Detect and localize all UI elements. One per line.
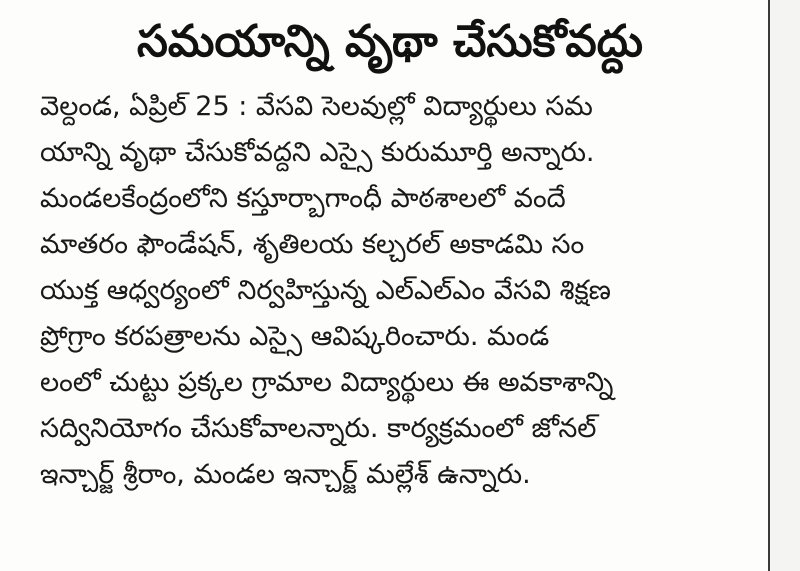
article-body-line: లంలో చుట్టు ప్రక్కల గ్రామాల విద్యార్థులు ఈ అవకాశాన్ని [40,367,614,398]
previous-article-cut-text [110,0,710,8]
article-body-line: మాతరం ఫౌండేషన్, శృతిలయ కల్చరల్ అకాడమి సం [40,229,585,260]
page-margin [770,0,800,571]
article-body [40,84,760,498]
article-body-line: సద్వినియోగం చేసుకోవాలన్నారు. కార్యక్రమంలో జోనల్ [40,413,597,444]
article-body-line: యాన్ని వృథా చేసుకోవద్దని ఎస్సై కురుమూర్తి అన్నారు. [40,137,595,168]
next-article-cut-headline [130,548,690,571]
article-headline: సమయాన్ని వృథా చేసుకోవద్దు [137,16,643,67]
article-body-line: ప్రోగ్రాం కరపత్రాలను ఎస్సై ఆవిష్కరించారు. మండ [40,321,550,352]
article-body-line: ఇన్చార్జ్ శ్రీరాం, మండల ఇన్చార్జ్ మల్లేశ్ ఉన్నారు. [40,459,531,490]
article-body-line: వెల్దండ, ఏప్రిల్ 25 : వేసవి సెలవుల్లో విద్యార్థులు సమ [40,91,593,122]
article-body-line: మండలకేంద్రంలోని కస్తూర్బాగాంధీ పాఠశాలలో వందే [40,183,566,214]
article-body-line: యుక్త ఆధ్వర్యంలో నిర్వహిస్తున్న ఎల్ఎల్ఎం వేసవి శిక్షణ [40,275,611,306]
